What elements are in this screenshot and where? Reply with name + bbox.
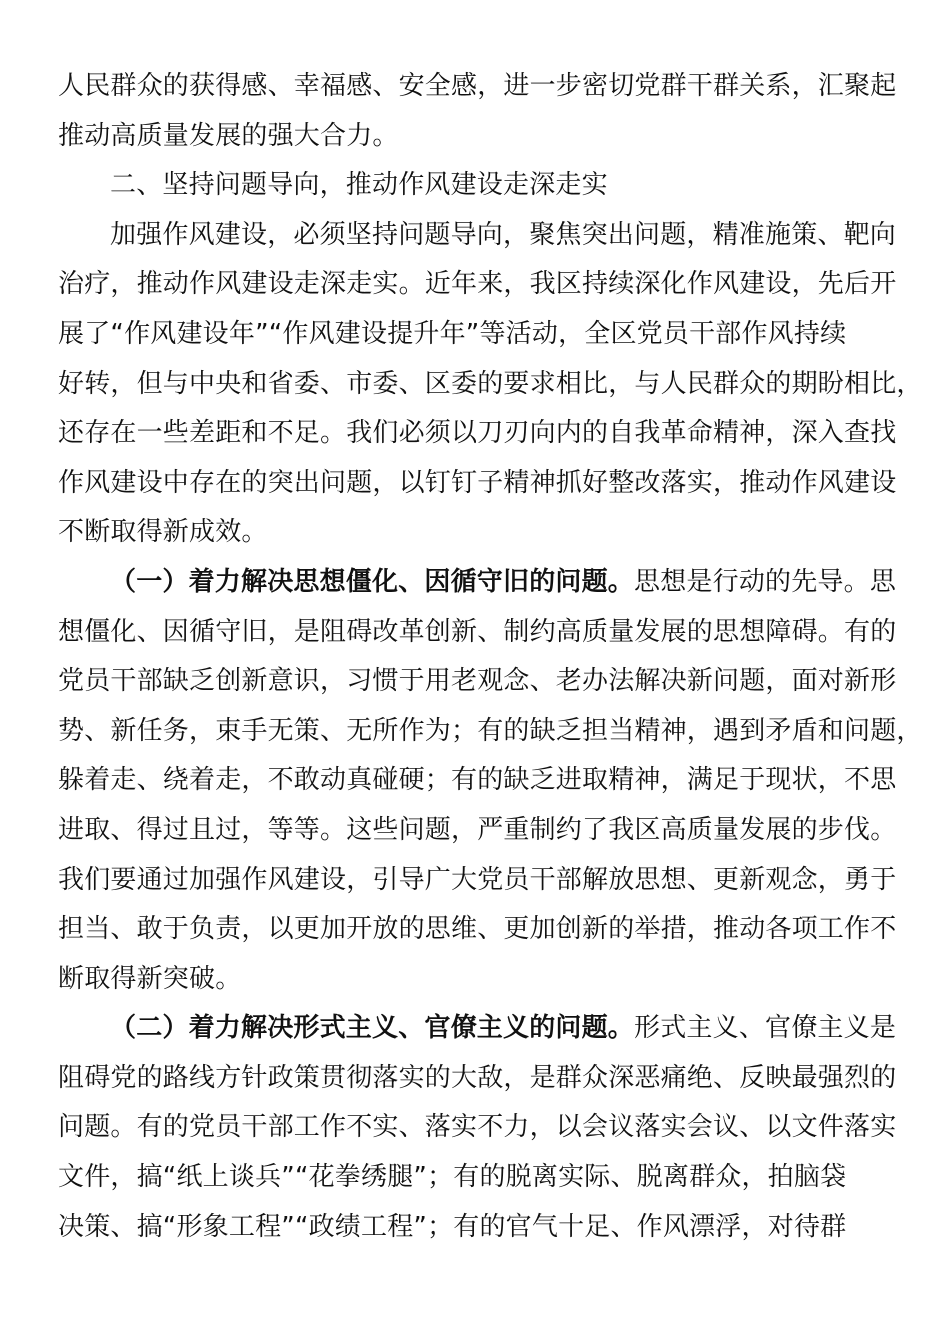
text-line: 治疗，推动作风建设走深走实。近年来，我区持续深化作风建设，先后开 bbox=[58, 269, 897, 300]
text-segment: 形式主义、官僚主义是 bbox=[634, 1013, 897, 1044]
text-line: 躲着走、绕着走，不敢动真碰硬；有的缺乏进取精神，满足于现状，不思 bbox=[58, 765, 897, 796]
text-line bbox=[58, 1004, 897, 1054]
text-line: 进取、得过且过，等等。这些问题，严重制约了我区高质量发展的步伐。 bbox=[58, 814, 897, 845]
text-line: 我们要通过加强作风建设，引导广大党员干部解放思想、更新观念，勇于 bbox=[58, 864, 897, 895]
text-line: 文件，搞“纸上谈兵”“花拳绣腿”；有的脱离实际、脱离群众，拍脑袋 bbox=[58, 1162, 847, 1193]
text-line: 决策、搞“形象工程”“政绩工程”；有的官气十足、作风漂浮，对待群 bbox=[58, 1211, 847, 1242]
text-line: 党员干部缺乏创新意识，习惯于用老观念、老办法解决新问题，面对新形 bbox=[58, 666, 897, 697]
subheading-bold: （二）着力解决形式主义、官僚主义的问题。 bbox=[110, 1013, 635, 1044]
document-page bbox=[58, 62, 923, 1252]
text-line: 断取得新突破。 bbox=[58, 963, 242, 994]
text-line: 想僵化、因循守旧，是阻碍改革创新、制约高质量发展的思想障碍。有的 bbox=[58, 616, 897, 647]
text-line: 作风建设中存在的突出问题，以钉钉子精神抓好整改落实，推动作风建设 bbox=[58, 467, 897, 498]
section-heading: 二、坚持问题导向，推动作风建设走深走实 bbox=[110, 170, 608, 201]
subheading-bold: （一）着力解决思想僵化、因循守旧的问题。 bbox=[110, 566, 635, 597]
text-line: 问题。有的党员干部工作不实、落实不力，以会议落实会议、以文件落实 bbox=[58, 1112, 897, 1143]
text-line: 担当、敢于负责，以更加开放的思维、更加创新的举措，推动各项工作不 bbox=[58, 914, 897, 945]
text-segment: 思想是行动的先导。思 bbox=[634, 566, 897, 597]
text-line: 势、新任务，束手无策、无所作为；有的缺乏担当精神，遇到矛盾和问题， bbox=[58, 715, 923, 746]
text-line: 阻碍党的路线方针政策贯彻落实的大敌，是群众深恶痛绝、反映最强烈的 bbox=[58, 1062, 897, 1093]
text-line: 推动高质量发展的强大合力。 bbox=[58, 120, 399, 151]
text-line: 加强作风建设，必须坚持问题导向，聚焦突出问题，精准施策、靶向 bbox=[110, 219, 897, 250]
text-line: 好转，但与中央和省委、市委、区委的要求相比，与人民群众的期盼相比， bbox=[58, 368, 923, 399]
text-line: 人民群众的获得感、幸福感、安全感，进一步密切党群干群关系，汇聚起 bbox=[58, 71, 897, 101]
text-line: 展了“作风建设年”“作风建设提升年”等活动，全区党员干部作风持续 bbox=[58, 318, 847, 349]
text-line: 还存在一些差距和不足。我们必须以刀刃向内的自我革命精神，深入查找 bbox=[58, 418, 897, 449]
text-line: 不断取得新成效。 bbox=[58, 517, 268, 548]
text-line bbox=[58, 558, 897, 608]
